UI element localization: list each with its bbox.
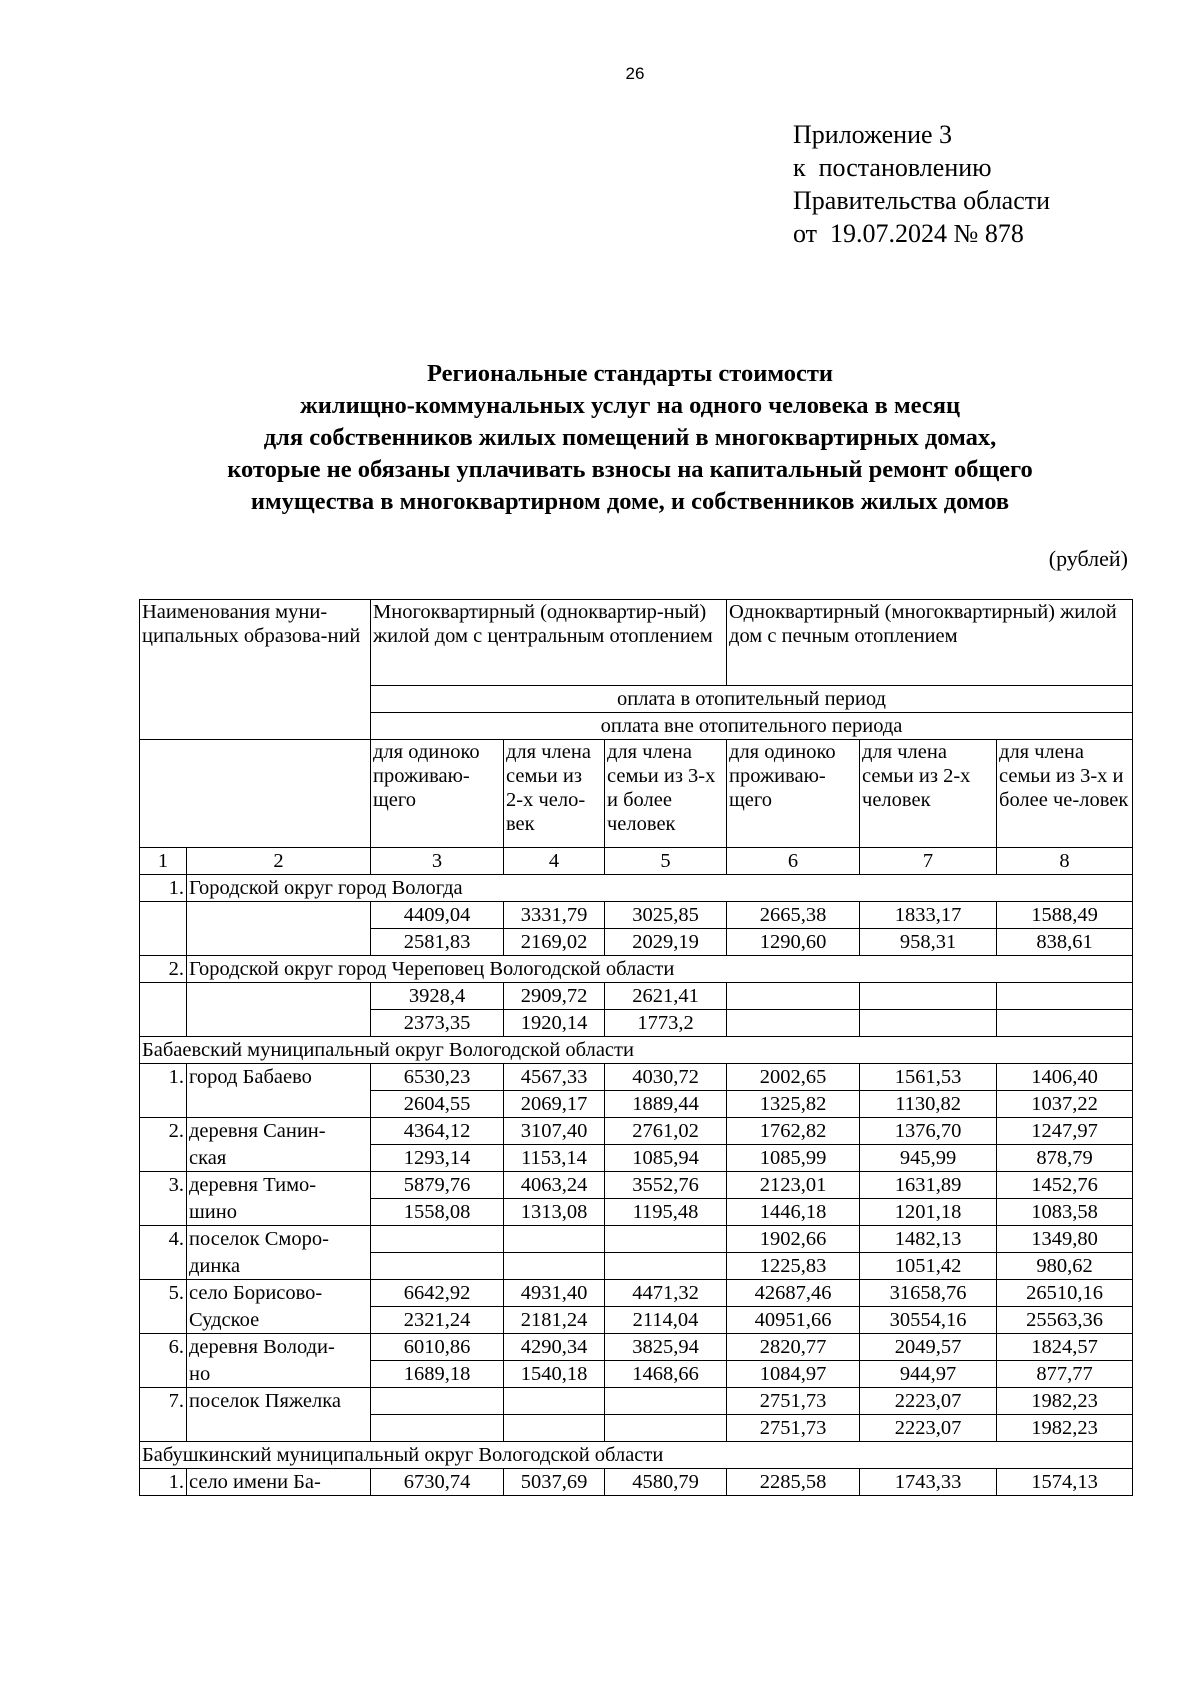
value-cell: 1762,82: [727, 1118, 860, 1145]
row-number: 4.: [140, 1226, 187, 1280]
value-cell: 2761,02: [605, 1118, 727, 1145]
value-cell: 1588,49: [997, 902, 1133, 929]
settlement-name: село Борисово-: [187, 1280, 371, 1307]
value-cell: 1037,22: [997, 1091, 1133, 1118]
value-cell: 2123,01: [727, 1172, 860, 1199]
title-line-4: которые не обязаны уплачивать взносы на капитальный ремонт общего: [227, 456, 1033, 483]
row-number: 3.: [140, 1172, 187, 1226]
value-cell: 1540,18: [504, 1361, 605, 1388]
value-cell: 4471,32: [605, 1280, 727, 1307]
header-col-8: для члена семьи из 3-х и более че-ловек: [997, 740, 1133, 848]
value-cell: 4364,12: [371, 1118, 504, 1145]
value-cell: 2029,19: [605, 929, 727, 956]
value-cell: 2223,07: [860, 1388, 997, 1415]
column-number-4: 4: [504, 848, 605, 875]
value-cell: 4409,04: [371, 902, 504, 929]
value-cell: 2069,17: [504, 1091, 605, 1118]
table-row: [140, 1172, 1133, 1199]
value-cell: 1833,17: [860, 902, 997, 929]
appendix-line-3: Правительства области: [793, 186, 1051, 215]
district-header: Бабаевский муниципальный округ Вологодской области: [140, 1037, 1133, 1064]
column-number-7: 7: [860, 848, 997, 875]
value-cell: 6730,74: [371, 1469, 504, 1496]
value-cell: 945,99: [860, 1145, 997, 1172]
appendix-block: [793, 118, 1050, 250]
value-cell: 1376,70: [860, 1118, 997, 1145]
value-cell: 2751,73: [727, 1415, 860, 1442]
value-cell: 1084,97: [727, 1361, 860, 1388]
header-col-7: для члена семьи из 2-х человек: [860, 740, 997, 848]
value-cell: 980,62: [997, 1253, 1133, 1280]
title-line-2: жилищно-коммунальных услуг на одного человека в месяц: [299, 392, 961, 419]
value-cell: [860, 983, 997, 1010]
district-header: Бабушкинский муниципальный округ Вологодской области: [140, 1442, 1133, 1469]
table-row: [140, 1361, 1133, 1388]
value-cell: 5037,69: [504, 1469, 605, 1496]
value-cell: 1920,14: [504, 1010, 605, 1037]
settlement-name-cont: [187, 1415, 371, 1442]
value-cell: 1290,60: [727, 929, 860, 956]
value-cell: 1293,14: [371, 1145, 504, 1172]
value-cell: 2321,24: [371, 1307, 504, 1334]
value-cell: 1824,57: [997, 1334, 1133, 1361]
value-cell: [504, 1388, 605, 1415]
row-number: 6.: [140, 1334, 187, 1388]
value-cell: 2049,57: [860, 1334, 997, 1361]
table-row: [140, 1280, 1133, 1307]
row-number: 2.: [140, 1118, 187, 1172]
table-row: [140, 902, 1133, 929]
standards-table: [139, 599, 1133, 1496]
appendix-line-1: Приложение 3: [793, 120, 953, 149]
value-cell: 4931,40: [504, 1280, 605, 1307]
value-cell: 6010,86: [371, 1334, 504, 1361]
column-number-3: 3: [371, 848, 504, 875]
settlement-name: поселок Сморо-: [187, 1226, 371, 1253]
value-cell: [860, 1010, 997, 1037]
unit-label: (рублей): [1048, 546, 1128, 571]
header-col-4: для члена семьи из 2-х чело-век: [504, 740, 605, 848]
header-col-name-cont: [140, 740, 371, 848]
value-cell: 1468,66: [605, 1361, 727, 1388]
row-number: 1.: [140, 875, 187, 902]
value-cell: 1452,76: [997, 1172, 1133, 1199]
value-cell: 2285,58: [727, 1469, 860, 1496]
settlement-name-cont: но: [187, 1361, 371, 1388]
value-cell: 1982,23: [997, 1388, 1133, 1415]
value-cell: 1982,23: [997, 1415, 1133, 1442]
value-cell: 2169,02: [504, 929, 605, 956]
value-cell: 6530,23: [371, 1064, 504, 1091]
value-cell: 4580,79: [605, 1469, 727, 1496]
settlement-name-cont: ская: [187, 1145, 371, 1172]
value-cell: 2751,73: [727, 1388, 860, 1415]
value-cell: 4030,72: [605, 1064, 727, 1091]
value-cell: 6642,92: [371, 1280, 504, 1307]
settlement-name-cont: динка: [187, 1253, 371, 1280]
municipality-name: Городской округ город Череповец Вологодской области: [187, 956, 1133, 983]
value-cell: 3552,76: [605, 1172, 727, 1199]
value-cell: 1247,97: [997, 1118, 1133, 1145]
table-row: [140, 1469, 1133, 1496]
value-cell: 1689,18: [371, 1361, 504, 1388]
value-cell: 1446,18: [727, 1199, 860, 1226]
settlement-name: город Бабаево: [187, 1064, 371, 1091]
settlement-name: деревня Володи-: [187, 1334, 371, 1361]
table-row: [140, 1199, 1133, 1226]
title-line-3: для собственников жилых помещений в многоквартирных домах,: [263, 424, 997, 451]
value-cell: 838,61: [997, 929, 1133, 956]
value-cell: [371, 1415, 504, 1442]
value-cell: 2604,55: [371, 1091, 504, 1118]
value-cell: [997, 983, 1133, 1010]
row-number: 7.: [140, 1388, 187, 1442]
header-col-3: для одиноко проживаю-щего: [371, 740, 504, 848]
document-title: [130, 358, 1130, 518]
value-cell: 1325,82: [727, 1091, 860, 1118]
value-cell: 1051,42: [860, 1253, 997, 1280]
value-cell: 30554,16: [860, 1307, 997, 1334]
title-line-1: Региональные стандарты стоимости: [427, 360, 833, 387]
value-cell: 2114,04: [605, 1307, 727, 1334]
value-cell: [504, 1415, 605, 1442]
settlement-name: деревня Тимо-: [187, 1172, 371, 1199]
value-cell: 958,31: [860, 929, 997, 956]
value-cell: 1561,53: [860, 1064, 997, 1091]
header-col-5: для члена семьи из 3-х и более человек: [605, 740, 727, 848]
header-col-name: Наименования муни-ципальных образова-ний: [140, 600, 371, 740]
table-row: [140, 1145, 1133, 1172]
value-cell: 4063,24: [504, 1172, 605, 1199]
settlement-name-cont: [187, 1091, 371, 1118]
table-row: [140, 1064, 1133, 1091]
value-cell: [371, 1388, 504, 1415]
value-cell: 2820,77: [727, 1334, 860, 1361]
table-row: [140, 1415, 1133, 1442]
column-number-1: 1: [140, 848, 187, 875]
value-cell: 31658,76: [860, 1280, 997, 1307]
value-cell: [504, 1226, 605, 1253]
table-row: [140, 1118, 1133, 1145]
table-row: [140, 1253, 1133, 1280]
value-cell: 1085,94: [605, 1145, 727, 1172]
header-non-heating-period: оплата вне отопительного периода: [371, 713, 1133, 740]
value-cell: 1083,58: [997, 1199, 1133, 1226]
value-cell: 1743,33: [860, 1469, 997, 1496]
value-cell: 4290,34: [504, 1334, 605, 1361]
settlement-name: поселок Пяжелка: [187, 1388, 371, 1415]
row-number: 1.: [140, 1064, 187, 1118]
value-cell: 3025,85: [605, 902, 727, 929]
value-cell: 1225,83: [727, 1253, 860, 1280]
value-cell: 3331,79: [504, 902, 605, 929]
value-cell: 4567,33: [504, 1064, 605, 1091]
header-group-central: Многоквартирный (одноквартир-ный) жилой дом с центральным отоплением: [371, 600, 727, 686]
value-cell: 2621,41: [605, 983, 727, 1010]
value-cell: [504, 1253, 605, 1280]
value-cell: 26510,16: [997, 1280, 1133, 1307]
value-cell: 1201,18: [860, 1199, 997, 1226]
table-row: [140, 1307, 1133, 1334]
table-row: [140, 1091, 1133, 1118]
table-row: [140, 983, 1133, 1010]
value-cell: [371, 1253, 504, 1280]
value-cell: [997, 1010, 1133, 1037]
value-cell: 1574,13: [997, 1469, 1133, 1496]
settlement-name: село имени Ба-: [187, 1469, 371, 1496]
value-cell: [605, 1253, 727, 1280]
settlement-name: деревня Санин-: [187, 1118, 371, 1145]
appendix-line-2: к постановлению: [793, 153, 992, 182]
value-cell: [605, 1415, 727, 1442]
value-cell: 1558,08: [371, 1199, 504, 1226]
table-row: [140, 1334, 1133, 1361]
value-cell: 3107,40: [504, 1118, 605, 1145]
value-cell: 1085,99: [727, 1145, 860, 1172]
value-cell: 1482,13: [860, 1226, 997, 1253]
table-row: [140, 1226, 1133, 1253]
value-cell: 5879,76: [371, 1172, 504, 1199]
value-cell: 2909,72: [504, 983, 605, 1010]
value-cell: 1195,48: [605, 1199, 727, 1226]
header-group-stove: Одноквартирный (многоквартирный) жилой дом с печным отоплением: [727, 600, 1133, 686]
value-cell: 2002,65: [727, 1064, 860, 1091]
value-cell: [727, 983, 860, 1010]
column-number-2: 2: [187, 848, 371, 875]
value-cell: 1631,89: [860, 1172, 997, 1199]
title-line-5: имущества в многоквартирном доме, и собственников жилых домов: [250, 488, 1010, 515]
value-cell: 2581,83: [371, 929, 504, 956]
page-number: 26: [625, 64, 645, 83]
value-cell: 877,77: [997, 1361, 1133, 1388]
value-cell: 1130,82: [860, 1091, 997, 1118]
column-number-5: 5: [605, 848, 727, 875]
value-cell: 1773,2: [605, 1010, 727, 1037]
value-cell: 1313,08: [504, 1199, 605, 1226]
value-cell: 1406,40: [997, 1064, 1133, 1091]
value-cell: 2373,35: [371, 1010, 504, 1037]
value-cell: 1349,80: [997, 1226, 1133, 1253]
value-cell: [605, 1388, 727, 1415]
row-number: 5.: [140, 1280, 187, 1334]
value-cell: 1153,14: [504, 1145, 605, 1172]
value-cell: 1902,66: [727, 1226, 860, 1253]
value-cell: 40951,66: [727, 1307, 860, 1334]
value-cell: [727, 1010, 860, 1037]
column-number-8: 8: [997, 848, 1133, 875]
municipality-name: Городской округ город Вологда: [187, 875, 1133, 902]
header-col-6: для одиноко проживаю-щего: [727, 740, 860, 848]
value-cell: [605, 1226, 727, 1253]
header-heating-period: оплата в отопительный период: [371, 686, 1133, 713]
value-cell: 878,79: [997, 1145, 1133, 1172]
value-cell: 3928,4: [371, 983, 504, 1010]
row-number: 1.: [140, 1469, 187, 1496]
column-number-6: 6: [727, 848, 860, 875]
settlement-name-cont: Судское: [187, 1307, 371, 1334]
value-cell: [371, 1226, 504, 1253]
value-cell: 1889,44: [605, 1091, 727, 1118]
value-cell: 2665,38: [727, 902, 860, 929]
value-cell: 3825,94: [605, 1334, 727, 1361]
value-cell: 2223,07: [860, 1415, 997, 1442]
table-row: [140, 1388, 1133, 1415]
settlement-name-cont: шино: [187, 1199, 371, 1226]
value-cell: 42687,46: [727, 1280, 860, 1307]
value-cell: 2181,24: [504, 1307, 605, 1334]
row-number: 2.: [140, 956, 187, 983]
appendix-line-4: от 19.07.2024 № 878: [793, 219, 1024, 248]
value-cell: 944,97: [860, 1361, 997, 1388]
value-cell: 25563,36: [997, 1307, 1133, 1334]
